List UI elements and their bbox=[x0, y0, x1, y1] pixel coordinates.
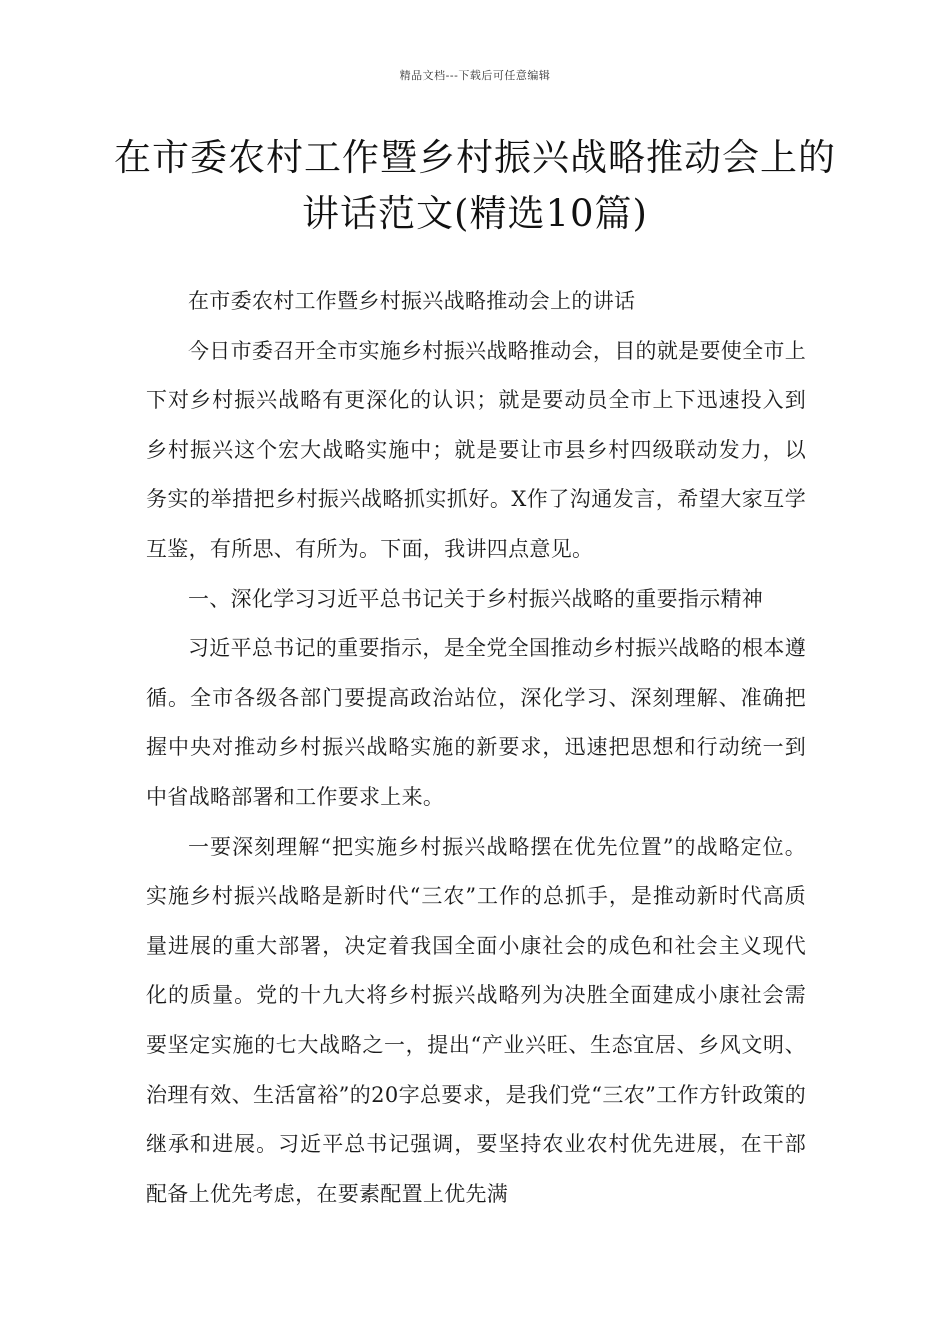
paragraph-section-1: 习近平总书记的重要指示，是全党全国推动乡村振兴战略的根本遵循。全市各级各部门要提高政治站位，深化学习、深刻理解、准确把握中央对推动乡村振兴战略实施的新要求，迅速把思想和行动统一到中省战略部署和工作要求上来。 bbox=[146, 636, 806, 809]
document-body bbox=[146, 277, 806, 1219]
section-heading-1: 一、深化学习习近平总书记关于乡村振兴战略的重要指示精神 bbox=[188, 586, 764, 611]
page-header: 精品文档---下载后可任意编辑 bbox=[399, 69, 551, 82]
document-title: 在市委农村工作暨乡村振兴战略推动会上的讲话范文(精选10篇) bbox=[114, 136, 836, 235]
paragraph-speech-heading: 在市委农村工作暨乡村振兴战略推动会上的讲话 bbox=[188, 289, 636, 313]
paragraph-point-1: 一要深刻理解“把实施乡村振兴战略摆在优先位置”的战略定位。实施乡村振兴战略是新时代“三农”工作的总抓手，是推动新时代高质量进展的重大部署，决定着我国全面小康社会的成色和社会主义现代化的质量。党的十九大将乡村振兴战略列为决胜全面建成小康社会需要坚定实施的七大战略之一，提出“产业兴旺、生态宜居、乡风文明、治理有效、生活富裕”的20字总要求，是我们党“三农”工作方针政策的继承和进展。习近平总书记强调，要坚持农业农村优先进展，在干部配备上优先考虑，在要素配置上优先满 bbox=[146, 834, 806, 1206]
paragraph-intro: 今日市委召开全市实施乡村振兴战略推动会，目的就是要使全市上下对乡村振兴战略有更深化的认识；就是要动员全市上下迅速投入到乡村振兴这个宏大战略实施中；就是要让市县乡村四级联动发力，以务实的举措把乡村振兴战略抓实抓好。X作了沟通发言，希望大家互学互鉴，有所思、有所为。下面，我讲四点意见。 bbox=[146, 338, 806, 561]
